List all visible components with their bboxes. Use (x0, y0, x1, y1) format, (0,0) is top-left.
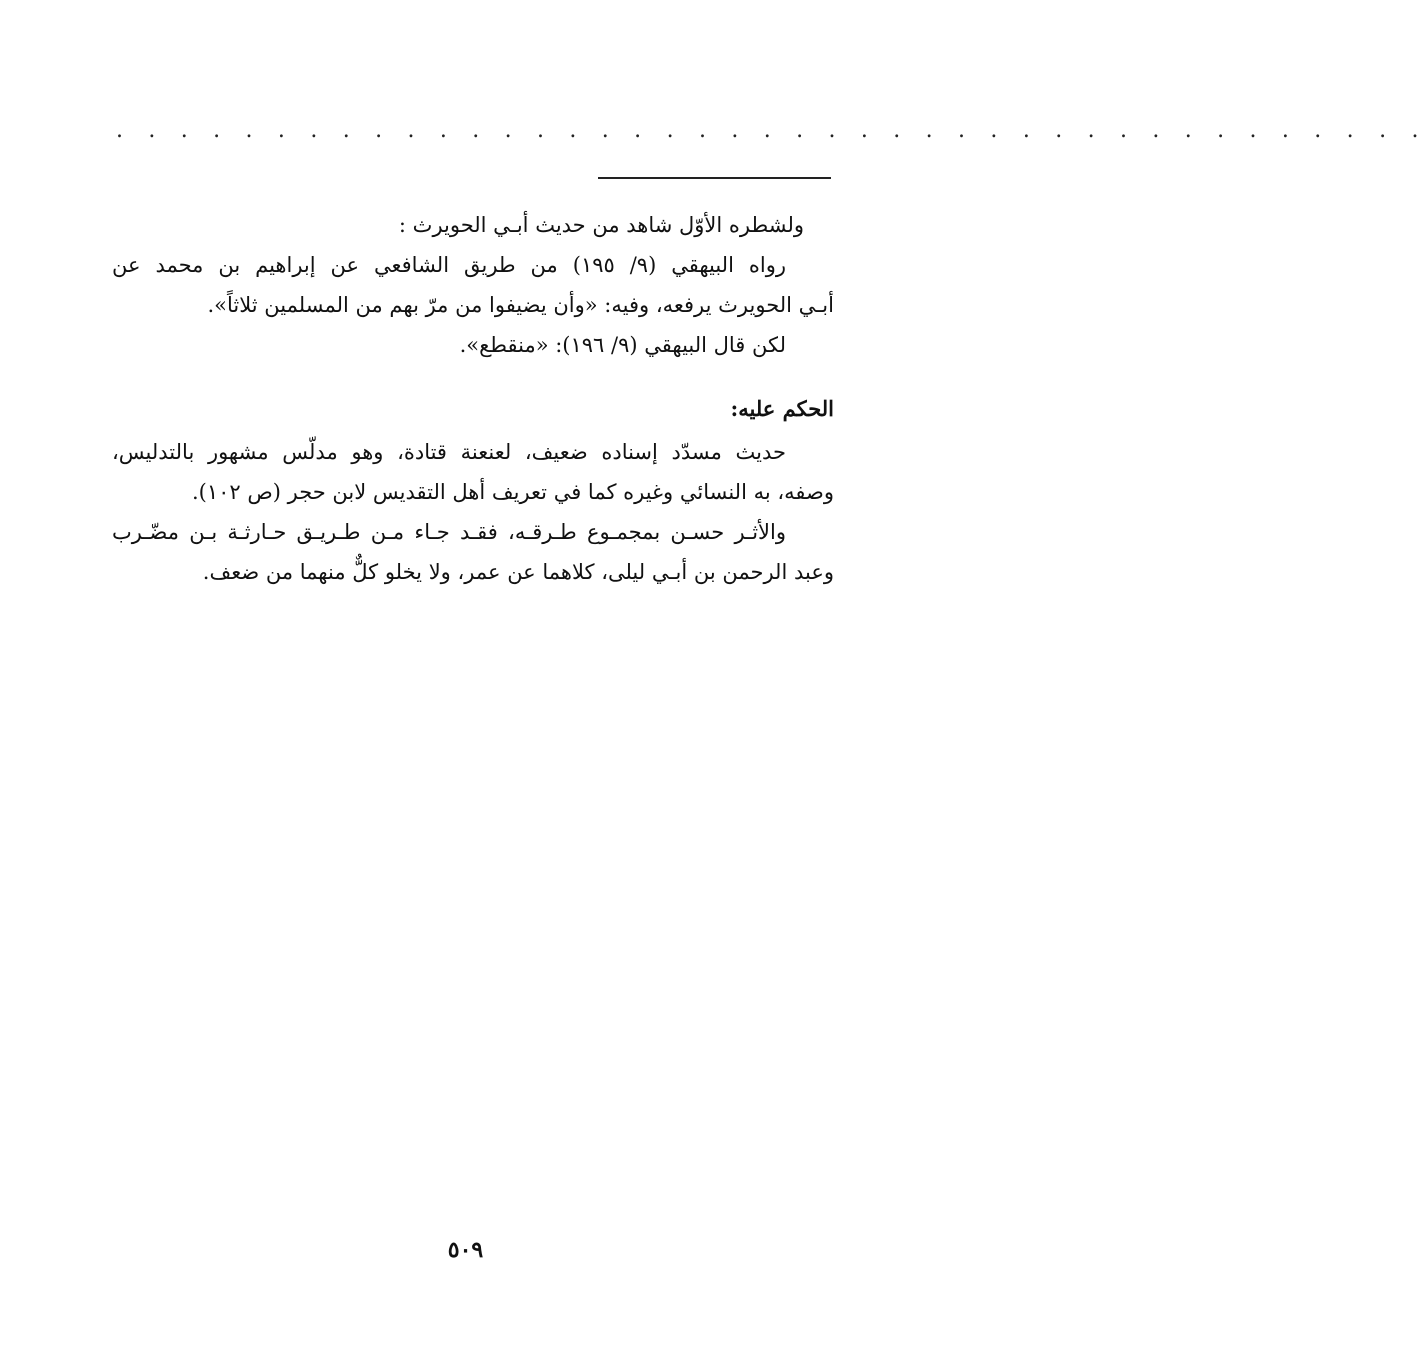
ruling-text (112, 432, 834, 592)
footnote-line-4: لكن قال البيهقي (٩/ ١٩٦): «منقطع». (459, 333, 786, 357)
ruling-line-1: حديث مسدّد إسناده ضعيف، لعنعنة قتادة، وهو مدلّس مشهور بالتدليس، (112, 440, 786, 464)
ruling-line-4: وعبد الرحمن بن أبـي ليلى، كلاهما عن عمر، ولا يخلو كلٌّ منهما من ضعف. (202, 560, 834, 584)
footnote-rule (598, 177, 831, 179)
ruling-line-3: والأثـر حسـن بمجمـوع طـرقـه، فقـد جـاء مـن طـريـق حـارثـة بـن مضّـرب (112, 520, 786, 544)
ruling-block (112, 389, 834, 429)
footnote-block (112, 205, 834, 365)
separator-dots: . . . . . . . . . . . . . . . . . . . . . . . . . . . . . . . . . . . . . . . . . (116, 118, 1428, 143)
ruling-heading: الحكم عليه: (730, 396, 834, 421)
ruling-line-2: وصفه، به النسائي وغيره كما في تعريف أهل التقديس لابن حجر (ص ١٠٢). (191, 480, 834, 504)
footnote-line-1: ولشطره الأوّل شاهد من حديث أبـي الحويرث : (398, 213, 804, 237)
page-number: ٥٠٩ (447, 1237, 484, 1263)
footnote-line-2: رواه البيهقي (٩/ ١٩٥) من طريق الشافعي عن إبراهيم بن محمد عن (112, 253, 786, 277)
footnote-line-3: أبـي الحويرث يرفعه، وفيه: «وأن يضيفوا من مرّ بهم من المسلمين ثلاثاً». (207, 293, 834, 317)
